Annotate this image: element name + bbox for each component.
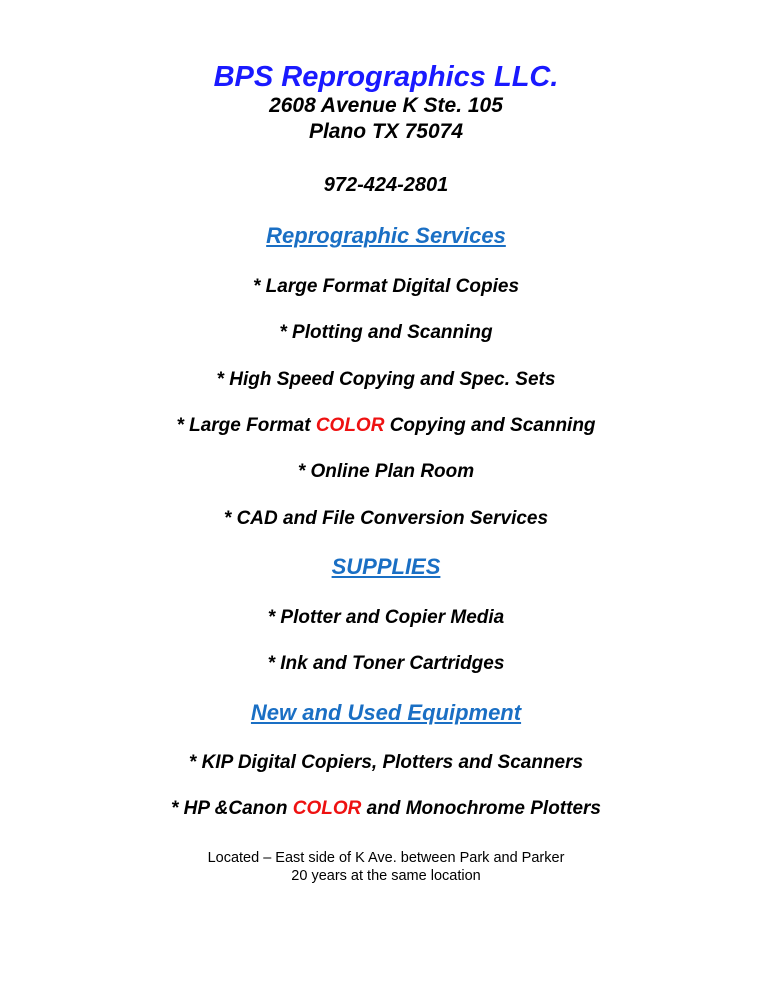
service-item-high-speed-copying: * High Speed Copying and Spec. Sets: [216, 369, 556, 390]
address-line-1: 2608 Avenue K Ste. 105: [269, 94, 503, 117]
item-text-post: and Monochrome Plotters: [361, 798, 601, 819]
supply-item-cartridges: * Ink and Toner Cartridges: [267, 653, 505, 674]
footer-years: 20 years at the same location: [291, 868, 481, 884]
heading-supplies: SUPPLIES: [331, 554, 441, 579]
item-text-pre: * HP &Canon: [171, 798, 293, 819]
service-item-online-plan-room: * Online Plan Room: [297, 461, 475, 482]
equipment-item-kip: * KIP Digital Copiers, Plotters and Scanners: [188, 752, 584, 773]
supply-item-media: * Plotter and Copier Media: [267, 607, 505, 628]
heading-equipment: New and Used Equipment: [250, 700, 522, 725]
service-item-cad-conversion: * CAD and File Conversion Services: [223, 508, 549, 529]
footer-location: Located – East side of K Ave. between Park and Parker: [207, 850, 565, 866]
equipment-item-hp-canon: [0, 799, 772, 818]
color-highlight: COLOR: [292, 798, 362, 819]
service-item-color-copying: [0, 416, 772, 435]
company-name: BPS Reprographics LLC.: [213, 61, 559, 93]
phone-number: 972-424-2801: [323, 174, 449, 196]
service-item-large-format-copies: * Large Format Digital Copies: [252, 276, 520, 297]
color-highlight: COLOR: [315, 415, 385, 436]
item-text-pre: * Large Format: [176, 415, 316, 436]
item-text-post: Copying and Scanning: [384, 415, 596, 436]
address-line-2: Plano TX 75074: [308, 120, 464, 143]
heading-reprographic-services: Reprographic Services: [266, 223, 506, 248]
service-item-plotting-scanning: * Plotting and Scanning: [279, 322, 493, 343]
